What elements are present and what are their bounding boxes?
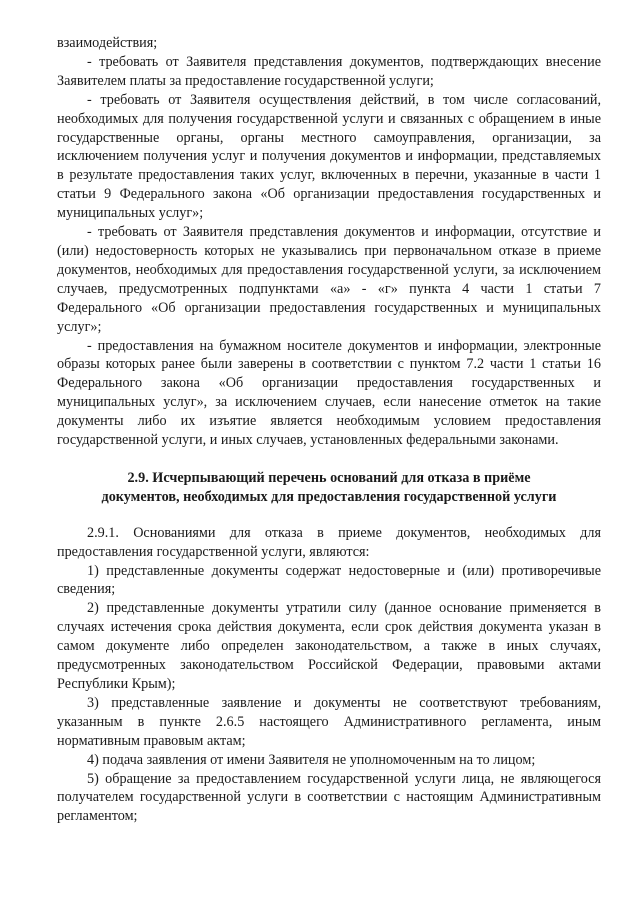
list-item-4: 4) подача заявления от имени Заявителя не уполномоченным на то лицом; (87, 751, 536, 768)
list-item-2: 2) представленные документы утратили силу (данное основание применяется в случаях истечения срока действия документа, если срок действия документа указан в самом документе либо определен законодательством, а также в иных случаях, предусмотренных законодательством Российской Федерации, правовыми актами Республики Крым); (57, 600, 601, 692)
paragraph-grounds-intro: 2.9.1. Основаниями для отказа в приеме документов, необходимых для предоставления государственной услуги, являются: (57, 524, 601, 560)
document-body (57, 34, 601, 826)
section-heading (57, 469, 601, 507)
paragraph-payment-documents: - требовать от Заявителя представления документов, подтверждающих внесение Заявителем платы за предоставление государственной услуги; (57, 53, 601, 89)
paragraph-paper-documents: - предоставления на бумажном носителе документов и информации, электронные образы которых ранее были заверены в соответствии с пунктом 7.2 части 1 статьи 16 Федерального закона «Об организации предоставления государственных и муниципальных услуг», за исключением случаев, если нанесение отметок на такие документы либо их изъятие является необходимым условием предоставления государственной услуги, и иных случаев, установленных федеральными законами. (57, 337, 601, 449)
list-item-3: 3) представленные заявление и документы не соответствуют требованиям, указанным в пункте 2.6.5 настоящего Административного регламента, иным нормативным правовым актам; (57, 694, 601, 749)
section-heading-line1: 2.9. Исчерпывающий перечень оснований для отказа в приёме (127, 469, 531, 486)
paragraph-approvals: - требовать от Заявителя осуществления действий, в том числе согласований, необходимых для получения государственной услуги и связанных с обращением в иные государственные органы, органы местного самоуправления, организации, за исключением получения услуг и получения документов и информации, представляемых в результате предоставления таких услуг, включенных в перечни, указанные в части 1 статьи 9 Федерального закона «Об организации предоставления государственных и муниципальных услуг»; (57, 91, 601, 222)
list-item-1: 1) представленные документы содержат недостоверные и (или) противоречивые сведения; (57, 562, 601, 598)
paragraph-continuation: взаимодействия; (57, 35, 158, 51)
paragraph-missing-information: - требовать от Заявителя представления документов и информации, отсутствие и (или) недостоверность которых не указывались при первоначальном отказе в приеме документов, необходимых для предоставления государственной услуги, за исключением случаев, предусмотренных подпунктами «а» - «г» пункта 4 части 1 статьи 7 Федерального «Об организации предоставления государственных и муниципальных услуг»; (57, 224, 601, 335)
list-item-5: 5) обращение за предоставлением государственной услуги лица, не являющегося получателем государственной услуги в соответствии с настоящим Административным регламентом; (57, 770, 601, 825)
section-heading-line2: документов, необходимых для предоставления государственной услуги (101, 488, 557, 505)
